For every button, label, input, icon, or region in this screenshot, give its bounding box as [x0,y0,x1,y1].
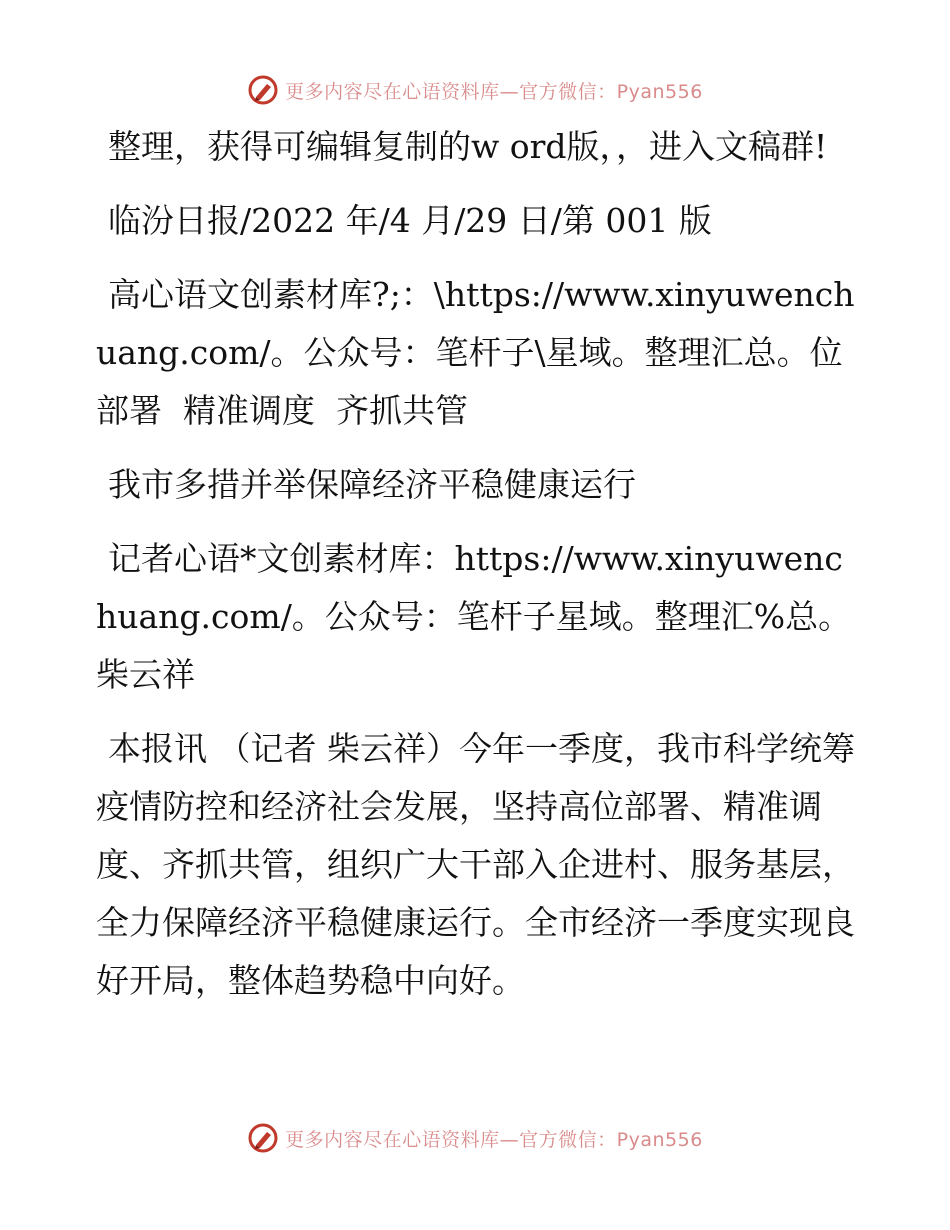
paragraph-material-note-text: 高心语文创素材库?;：\https://www.xinyuwenchuang.com/。公众号：笔杆子\星域。整理汇总。位部署 精准调度 齐抓共管 [96,275,855,430]
paragraph-source [96,192,856,250]
paragraph-lead-text: 本报讯 （记者 柴云祥）今年一季度，我市科学统筹疫情防控和经济社会发展，坚持高位部署、精准调度、齐抓共管，组织广大干部入企进村、服务基层，全力保障经济平稳健康运行。全市经济一季度实现良好开局，整体趋势稳中向好。 [96,729,855,1000]
article-headline-text: 我市多措并举保障经济平稳健康运行 [108,465,636,504]
pen-logo-icon [247,74,279,106]
paragraph-material-note [96,266,856,440]
footer-banner [0,1118,950,1158]
header-banner-text: 更多内容尽在心语资料库—官方微信：Pyan556 [285,80,703,103]
paragraph-intro-text: 整理，获得可编辑复制的w ord版，，进入文稿群! [108,127,828,166]
document-body [96,118,873,1026]
footer-banner-text: 更多内容尽在心语资料库—官方微信：Pyan556 [285,1128,703,1151]
paragraph-reporter-text: 记者心语*文创素材库：https://www.xinyuwenchuang.com/。公众号：笔杆子星域。整理汇%总。 柴云祥 [96,539,873,694]
article-headline [96,456,856,514]
pen-logo-icon [247,1122,279,1154]
paragraph-lead [96,720,856,1010]
paragraph-intro [96,118,856,176]
paragraph-source-text: 临汾日报/2022 年/4 月/29 日/第 001 版 [108,201,712,240]
paragraph-reporter [96,530,873,704]
header-banner [0,70,950,110]
